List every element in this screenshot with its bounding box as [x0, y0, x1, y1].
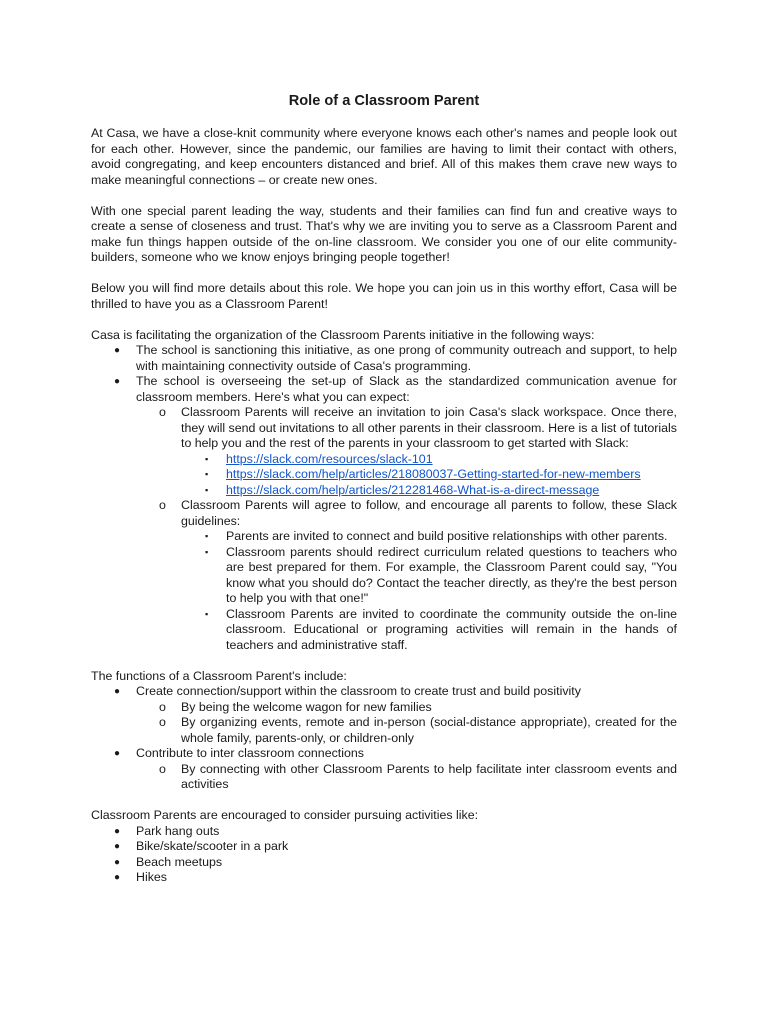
intro-paragraph: At Casa, we have a close-knit community where everyone knows each other's names and people look out for each other. However, since the pandemic, our families are having to limit their contact with others, avoid congregating, and keep encounters distanced and brief. All of this makes them crave new ways to make meaningful connections – or create new ones.	[91, 126, 677, 187]
page-title: Role of a Classroom Parent	[288, 93, 480, 109]
list-item	[91, 374, 677, 653]
bullet-marker: ●	[114, 841, 121, 852]
list-item	[91, 746, 677, 793]
list-item	[91, 343, 677, 374]
list-item-text: Create connection/support within the classroom to create trust and build positivity	[136, 684, 581, 698]
facilitating-lead: Casa is facilitating the organization of the Classroom Parents initiative in the following ways:	[91, 327, 595, 342]
square-marker: ▪	[205, 469, 209, 479]
bullet-marker: ●	[114, 825, 121, 837]
list-item-text: Beach meetups	[136, 854, 223, 869]
sub-list	[136, 700, 677, 747]
circle-marker: o	[159, 761, 166, 776]
activities-lead: Classroom Parents are encouraged to consider pursuing activities like:	[91, 808, 479, 822]
bullet-marker: ●	[114, 748, 121, 759]
activities-list	[91, 824, 677, 886]
guideline-text: Classroom parents should redirect curriculum related questions to teachers who are best prepared for them. For example, the Classroom Parent could say, "You know what you should do? Contact the teacher directly, as they're the best person to help you with that one!"	[226, 544, 677, 605]
sub-list-item	[136, 715, 677, 746]
guideline-item	[181, 545, 677, 607]
sub-list-item	[136, 762, 677, 793]
list-item	[91, 684, 677, 746]
circle-marker: o	[159, 715, 166, 729]
paragraph-spacer	[91, 653, 677, 669]
list-item	[91, 839, 677, 855]
paragraph-spacer	[91, 266, 677, 282]
list-item	[91, 855, 677, 871]
guideline-text: Classroom Parents are invited to coordinate the community outside the on-line classroom. Educational or programing activities will remain in the hands of teachers and administrative staff.	[226, 606, 677, 652]
bullet-marker: ●	[114, 856, 121, 868]
circle-marker: o	[159, 699, 166, 714]
list-item-text: Hikes	[136, 870, 167, 884]
paragraph-spacer	[91, 312, 677, 328]
sub-list-item-text: Classroom Parents will agree to follow, and encourage all parents to follow, these Slack guidelines:	[181, 498, 677, 528]
sub-list-item-text: By connecting with other Classroom Parents to help facilitate inter classroom events and activities	[181, 761, 677, 791]
sub-list-item	[136, 700, 677, 716]
tutorial-link-getting-started[interactable]: https://slack.com/help/articles/218080037-Getting-started-for-new-members	[226, 467, 641, 481]
list-item	[91, 870, 677, 886]
functions-list	[91, 684, 677, 793]
facilitating-list	[91, 343, 677, 653]
bullet-marker: ●	[114, 872, 121, 883]
link-item	[181, 483, 677, 499]
list-item-text: Park hang outs	[136, 823, 220, 838]
square-marker: ▪	[205, 484, 209, 495]
paragraph-spacer	[91, 793, 677, 809]
intro-paragraph: Below you will find more details about this role. We hope you can join us in this worthy effort, Casa will be thrilled to have you as a Classroom Parent!	[91, 281, 677, 311]
list-item	[91, 824, 677, 840]
bullet-marker: ●	[114, 376, 121, 387]
guideline-item	[181, 607, 677, 654]
bullet-marker: ●	[114, 345, 121, 356]
square-marker: ▪	[205, 546, 209, 557]
square-marker: ▪	[205, 608, 209, 619]
bullet-marker: ●	[114, 686, 121, 697]
tutorial-links-list	[181, 452, 677, 499]
list-item-text: The school is sanctioning this initiative, as one prong of community outreach and support, to help with maintaining connectivity outside of Casa's programming.	[136, 343, 677, 373]
link-item	[181, 452, 677, 468]
circle-marker: o	[159, 498, 166, 512]
sub-list-item-text: By organizing events, remote and in-person (social-distance appropriate), created for the whole family, parents-only, or children-only	[181, 715, 677, 745]
list-item-text: The school is overseeing the set-up of Slack as the standardized communication avenue for classroom members. Here's what you can expect:	[136, 374, 677, 404]
paragraph-spacer	[91, 188, 677, 204]
sub-list-item-text: By being the welcome wagon for new families	[181, 699, 432, 714]
functions-lead: The functions of a Classroom Parent's include:	[91, 668, 347, 683]
list-item-text: Bike/skate/scooter in a park	[136, 839, 289, 853]
list-item-text: Contribute to inter classroom connections	[136, 746, 364, 760]
square-marker: ▪	[205, 453, 209, 464]
circle-marker: o	[159, 405, 166, 419]
intro-paragraph: With one special parent leading the way, students and their families can find fun and creative ways to create a sense of closeness and trust. That's why we are inviting you to serve as a Classroom Parent and make fun things happen outside of the on-line classroom. We consider you one of our elite community-builders, someone who we know enjoys bringing people together!	[91, 203, 677, 264]
tutorial-link-direct-message[interactable]: https://slack.com/help/articles/212281468-What-is-a-direct-message	[226, 482, 600, 497]
square-marker: ▪	[205, 531, 209, 541]
guidelines-list	[181, 529, 677, 653]
sub-list-item-text: Classroom Parents will receive an invitation to join Casa's slack workspace. Once there, they will send out invitations to all other parents in their classroom. Here is a list of tutorials to help you and the rest of the parents in your classroom to get started with Slack:	[181, 405, 677, 450]
sub-list	[136, 405, 677, 653]
sub-list-item	[136, 498, 677, 653]
sub-list-item	[136, 405, 677, 498]
guideline-item	[181, 529, 677, 545]
guideline-text: Parents are invited to connect and build positive relationships with other parents.	[226, 529, 668, 543]
link-item	[181, 467, 677, 483]
sub-list	[136, 762, 677, 793]
tutorial-link-slack-101[interactable]: https://slack.com/resources/slack-101	[226, 451, 433, 466]
